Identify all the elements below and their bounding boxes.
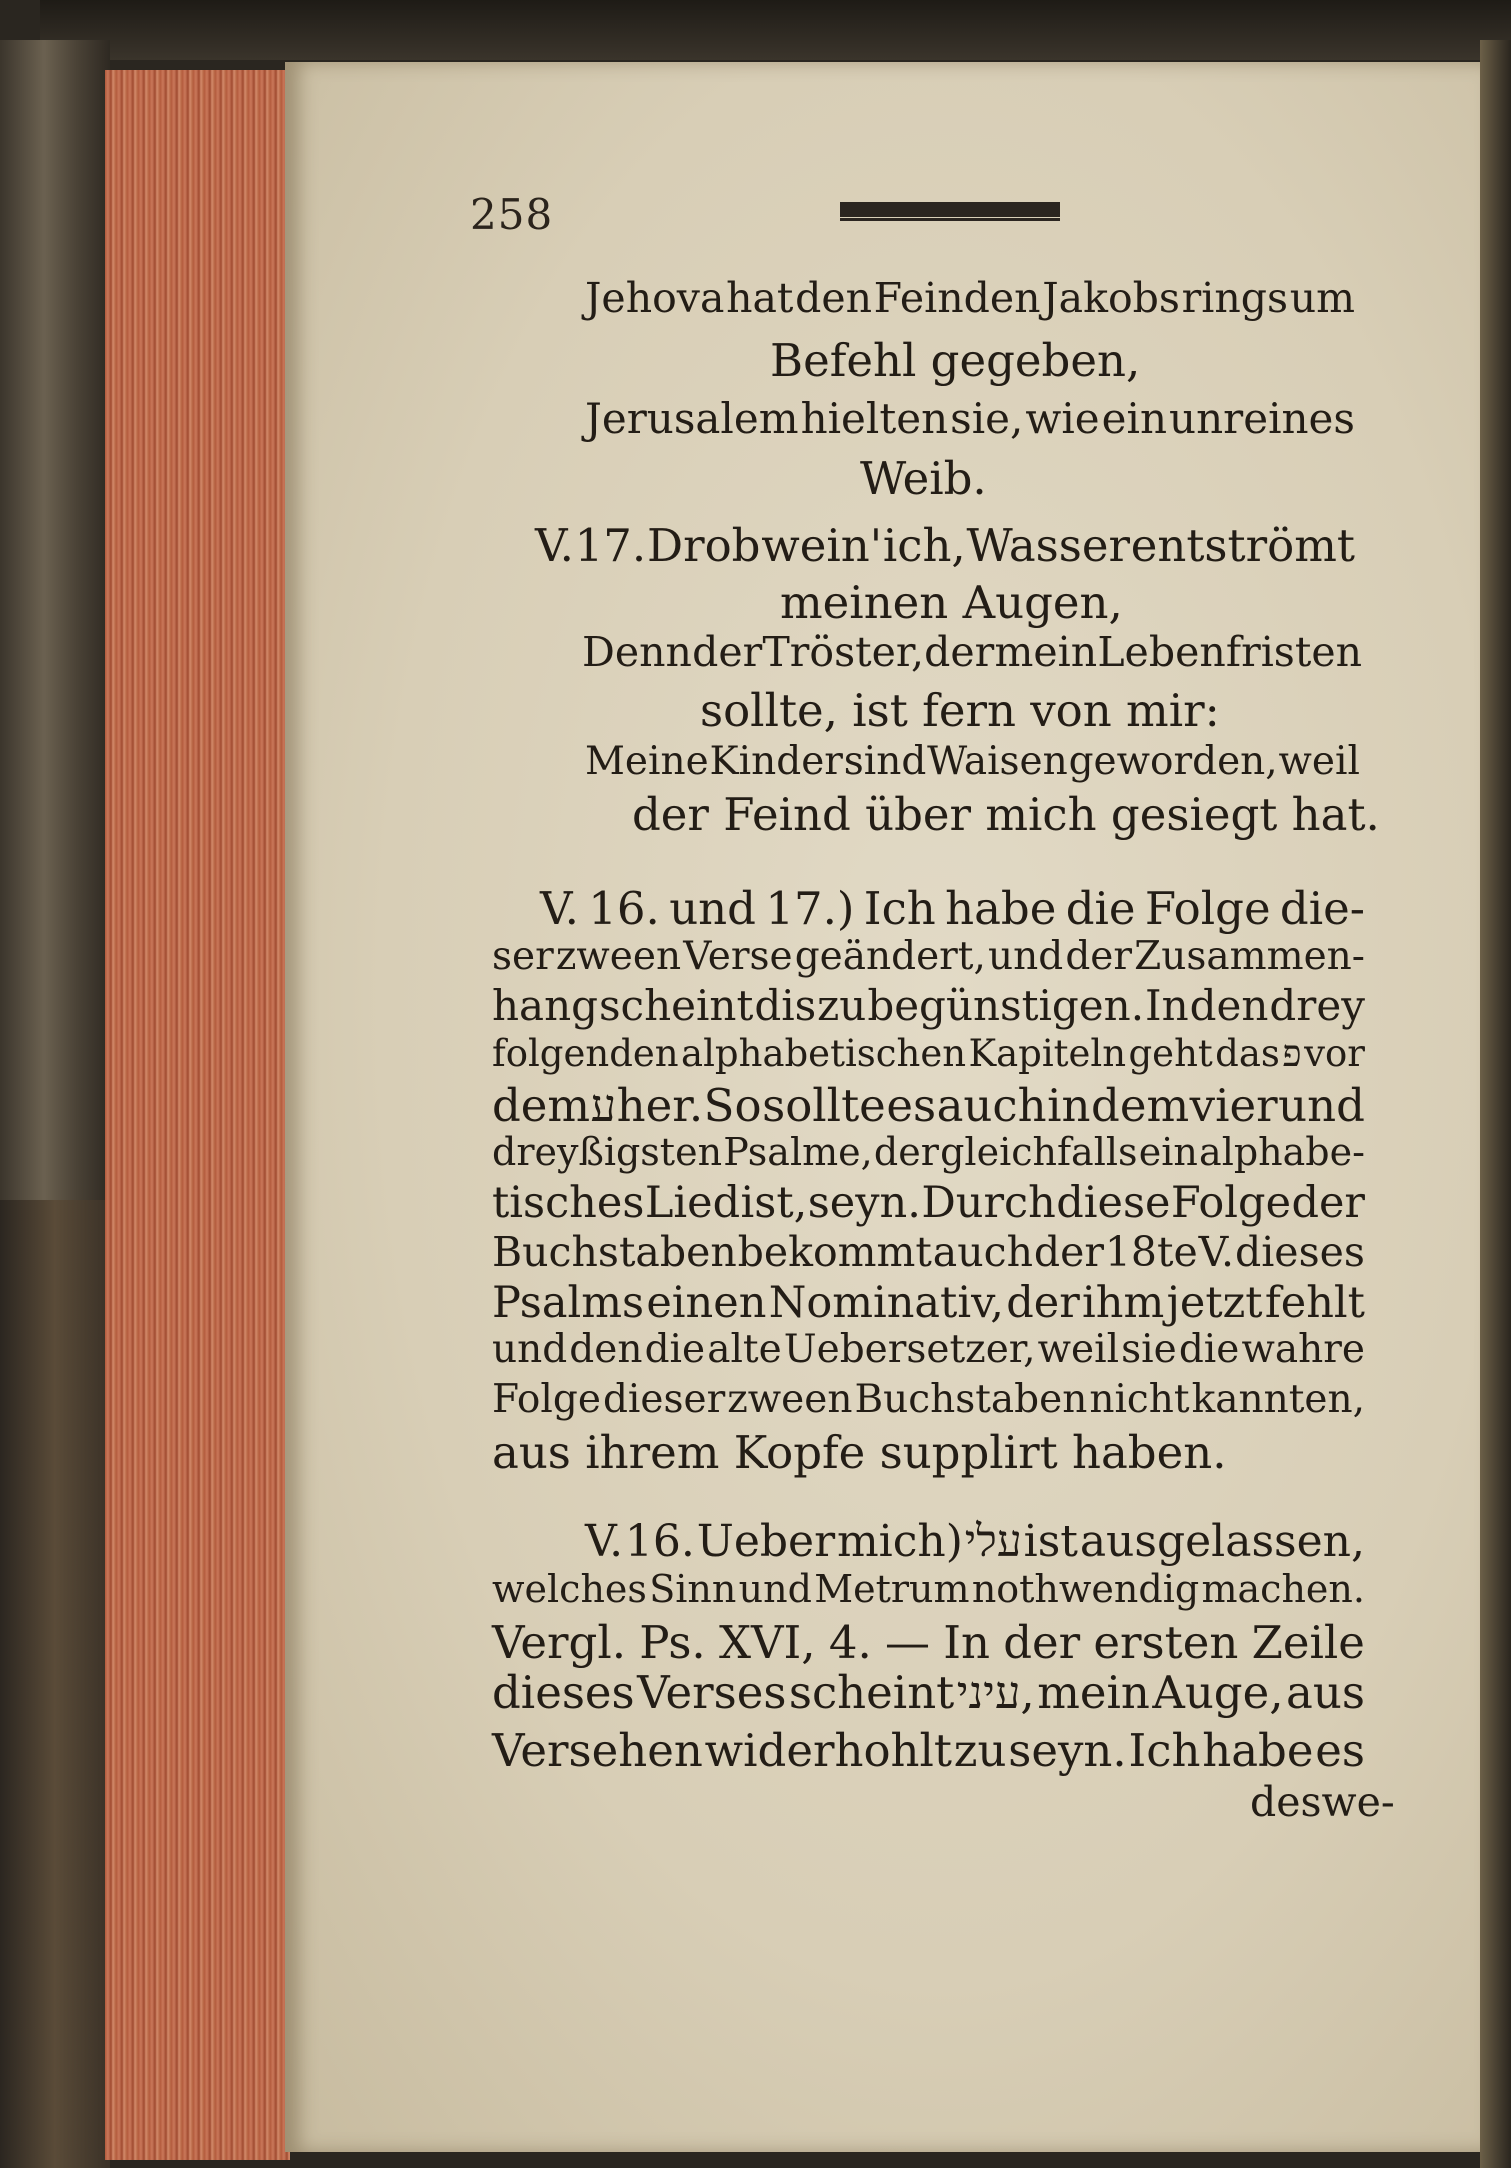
header-ornament-rule-thin [840,218,1060,221]
page-edges [105,70,290,2160]
verse-line: Jehova hat den Feinden Jakobs rings um [585,274,1355,322]
verse-line: V. 17. Drob wein' ich, Wasser entströmt [535,519,1355,572]
note-line: Buchstaben bekommt auch der 18te V. dieses [492,1228,1365,1276]
header-ornament-rule [840,202,1060,217]
verse-line: der Feind über mich gesiegt hat. [632,788,1380,841]
verse-line: Jerusalem hielten sie, wie ein unreines [585,394,1355,443]
note-line: V. 16. und 17.) Ich habe die Folge die- [540,882,1365,935]
note-line: dem ע her. So sollte es auch in dem vier und [492,1079,1365,1132]
note-line: Vergl. Ps. XVI, 4. — In der ersten Zeile [492,1616,1365,1669]
verse-line: Befehl gegeben, [770,334,1141,387]
book-cover-top [40,0,1511,60]
book-spine-leather [0,1200,110,2168]
verse-line: Meine Kinder sind Waisen geworden, weil [585,739,1360,784]
note-line: aus ihrem Kopfe supplirt haben. [492,1426,1227,1479]
note-line: dreyßigsten Psalme, der gleichfalls ein alphabe- [492,1130,1365,1174]
note-line: V. 16. Ueber mich) עלי ist ausgelassen, [585,1516,1365,1567]
note-line: tisches Lied ist, seyn. Durch diese Folge der [492,1178,1365,1228]
page-number: 258 [470,190,554,239]
note-line: und den die alte Uebersetzer, weil sie die wahre [492,1327,1365,1372]
verse-line: Denn der Tröster, der mein Leben fristen [582,628,1362,676]
note-line: Folge dieser zween Buchstaben nicht kannten, [492,1377,1365,1422]
note-line: ser zween Verse geändert, und der Zusammen- [492,934,1365,979]
note-line: folgenden alphabetischen Kapiteln geht das פ vor [492,1032,1365,1075]
verse-line: sollte, ist fern von mir: [700,684,1220,737]
book-right-edge [1480,40,1511,2168]
note-line: Psalms einen Nominativ, der ihm jetzt fehlt [492,1278,1365,1328]
catchword: deswe- [1250,1778,1395,1826]
note-line: Versehen widerhohlt zu seyn. Ich habe es [492,1724,1365,1777]
verse-line: meinen Augen, [780,576,1123,629]
verse-line: Weib. [860,452,987,505]
note-line: dieses Verses scheint עיני, mein Auge, aus [492,1666,1365,1719]
note-line: hang scheint dis zu begünstigen. In den drey [492,981,1365,1030]
note-line: welches Sinn und Metrum nothwendig machen. [492,1567,1365,1611]
